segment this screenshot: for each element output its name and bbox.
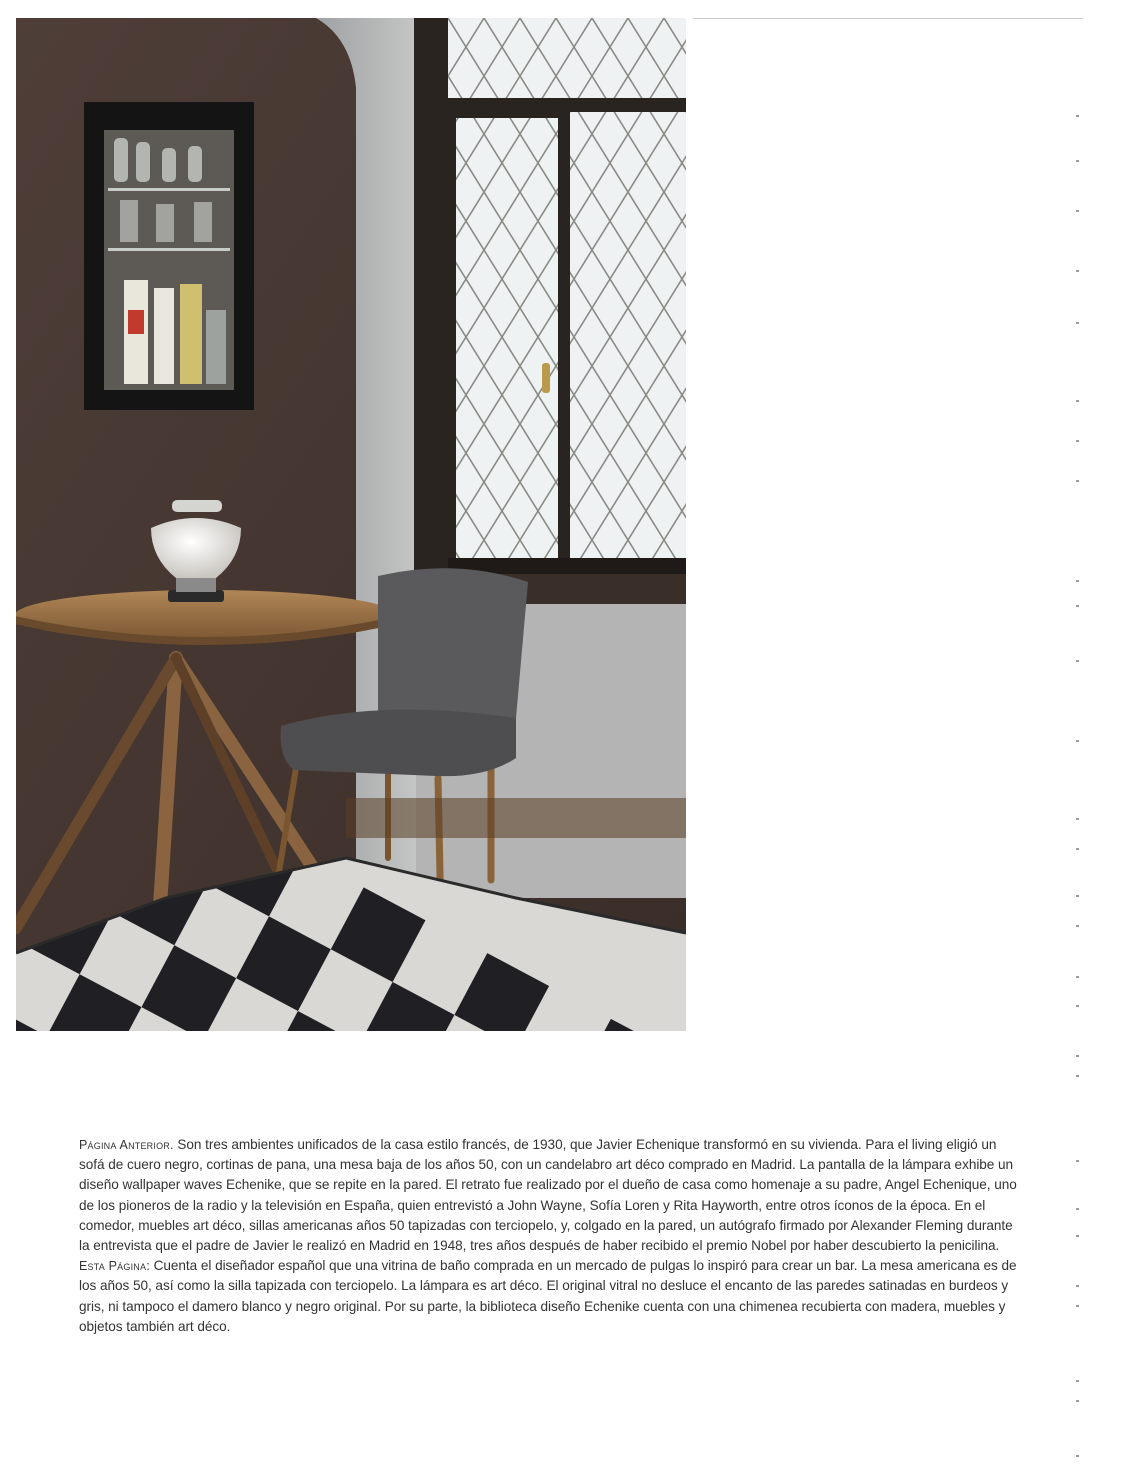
caption-text-previous: Son tres ambientes unificados de la casa estilo francés, de 1930, que Javier Echenique transformó en su vivienda. Para el living eligió un sofá de cuero negro, cortinas de pana, una mesa baja de los años 50, con un candelabro art déco comprado en Madrid. La pantalla de la lámpara exhibe un diseño wallpaper waves Echenike, que se repite en la pared. El retrato fue realizado por el dueño de casa como homenaje a su padre, Angel Echenique, uno de los pioneros de la radio y la televisión en España, quien entrevistó a John Wayne, Sofía Loren y Rita Hayworth, entre otros íconos de la época. En el comedor, muebles art déco, sillas americanas años 50 tapizadas con terciopelo, y, colgado en la pared, un autógrafo firmado por Alexander Fleming durante la entrevista que el padre de Javier le realizó en Madrid en 1948, tres años después de haber recibido el premio Nobel por haber descubierto la penicilina. — [79, 1137, 1017, 1254]
photo-caption — [79, 1135, 1024, 1337]
scan-margin-marks — [1076, 100, 1096, 1460]
caption-label-this: Esta Página: — [79, 1259, 150, 1274]
baseboard — [346, 798, 686, 838]
caption-label-previous: Página Anterior. — [79, 1138, 174, 1152]
interior-photo — [16, 18, 686, 1031]
interior-photo-illustration — [16, 18, 686, 1031]
caption-text-this: Cuenta el diseñador español que una vitrina de baño comprada en un mercado de pulgas lo inspiró para crear un bar. La mesa americana es de los años 50, así como la silla tapizada con terciopelo. La lámpara es art déco. El original vitral no desluce el encanto de las paredes satinadas en burdeos y gris, ni tampoco el damero blanco y negro original. Por su parte, la biblioteca diseño Echenike cuenta con una chimenea recubierta con madera, muebles y objetos también art déco. — [79, 1258, 1017, 1334]
caption-previous-page — [79, 1135, 1024, 1256]
caption-this-page — [79, 1256, 1024, 1337]
top-rule — [693, 18, 1083, 19]
bar-vitrine — [84, 102, 254, 410]
leaded-window — [414, 18, 686, 604]
